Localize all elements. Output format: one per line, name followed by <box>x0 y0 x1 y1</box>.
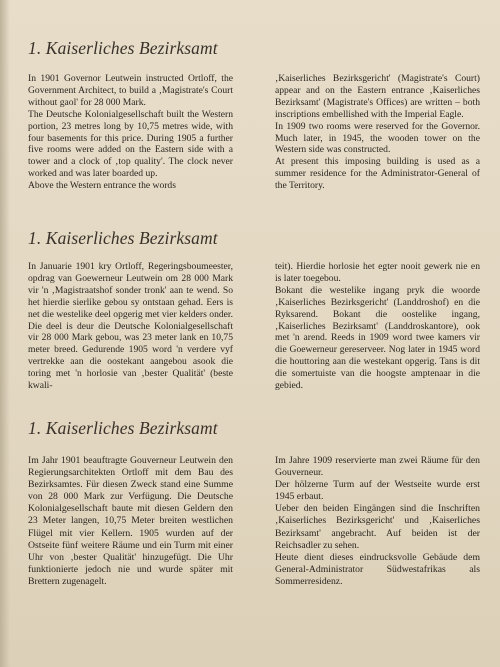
section-german <box>28 418 480 588</box>
section-heading-afrikaans: 1. Kaiserliches Bezirksamt <box>28 228 218 248</box>
paragraph-german-left: Im Jahr 1901 beauftragte Gouverneur Leutwein den Regierungsarchitekten Ortloff mit dem Bau des Bezirksamtes. Für diesen Zweck stand eine Summe von 28 000 Mark zur Verfügung. Die Deutsche Kolonialgesellschaft baute mit diesen Geldern den 23 Meter langen, 10,75 Meter breiten westlichen Flügel mit vier Kellern. 1905 wurden auf der Ostseite fünf weitere Räume und ein Turm mit einer Uhr von ‚bester Qualität' hinzugefügt. Die Uhr funktionierte jedoch nie und wurde später mit Brettern zugenagelt. <box>28 455 233 587</box>
section-afrikaans <box>28 228 480 392</box>
paragraph-german-right: Im Jahre 1909 reservierte man zwei Räume für den Gouverneur. Der hölzerne Turm auf der Westseite wurde erst 1945 erbaut. Ueber den beiden Eingängen sind die Inschriften ‚Kaiserliches Bezirksgericht' und ‚Kaiserliches Bezirksamt' angebracht. Auf beiden ist der Reichsadler zu sehen. Heute dient dieses eindrucksvolle Gebäude dem General-Administrator Südwestafrikas als Sommerresidenz. <box>275 455 480 587</box>
section-heading-english: 1. Kaiserliches Bezirksamt <box>28 38 218 58</box>
columns-english <box>28 73 480 192</box>
columns-german <box>28 455 480 588</box>
paragraph-english-right: ‚Kaiserliches Bezirksgericht' (Magistrate's Court) appear and on the Eastern entrance ‚Kaiserliches Bezirksamt' (Magistrate's Offices) are written – both inscriptions embellished with the Imperial Eagle. In 1909 two rooms were reserved for the Governor. Much later, in 1945, the wooden tower on the Western side was constructed. At present this imposing building is used as a summer residence for the Administrator-General of the Territory. <box>275 73 480 192</box>
paragraph-afrikaans-left: In Januarie 1901 kry Ortloff, Regeringsboumeester, opdrag van Goewerneur Leutwein om 28 000 Mark vir 'n ‚Magistraatshof sonder tronk' aan te wend. So het hierdie sierlike gebou sy ontstaan gehad. Eers is net die westelike deel opgerig met vier kelders onder. Die deel is deur die Deutsche Kolonialgesellschaft vir 28 000 Mark gebou, was 23 meter lank en 10,75 meter breed. Gedurende 1905 word 'n verdere vyf vertrekke aan die oostekant aangebou asook die toring met 'n horlosie van ‚bester Qualität' (beste kwali- <box>28 261 233 392</box>
section-english <box>28 38 480 192</box>
page-binding-shadow <box>0 0 10 667</box>
section-heading-german: 1. Kaiserliches Bezirksamt <box>28 418 218 438</box>
columns-afrikaans <box>28 261 480 392</box>
paragraph-afrikaans-right: teit). Hierdie horlosie het egter nooit gewerk nie en is later toegebou. Bokant die westelike ingang pryk die woorde ‚Kaiserliches Bezirksgericht' (Landdroshof) en die Ryksarend. Bokant die oostelike ingang, ‚Kaiserliches Bezirksamt' (Landdroskantore), ook met 'n arend. Reeds in 1909 word twee kamers vir die Goewerneur gereserveer. Nog later in 1945 word die houttoring aan die westekant opgerig. Tans is dit die somertuiste van die hoogste amptenaar in die gebied. <box>275 261 480 392</box>
paragraph-english-left: In 1901 Governor Leutwein instructed Ortloff, the Government Architect, to build a ‚Magistrate's Court without gaol' for 28 000 Mark. The Deutsche Kolonialgesellschaft built the Western portion, 23 metres long by 10,75 metres wide, with four basements for this price. During 1905 a further five rooms were added on the Eastern side with a tower and a clock of ‚top quality'. The clock never worked and was later boarded up. Above the Western entrance the words <box>28 73 233 192</box>
